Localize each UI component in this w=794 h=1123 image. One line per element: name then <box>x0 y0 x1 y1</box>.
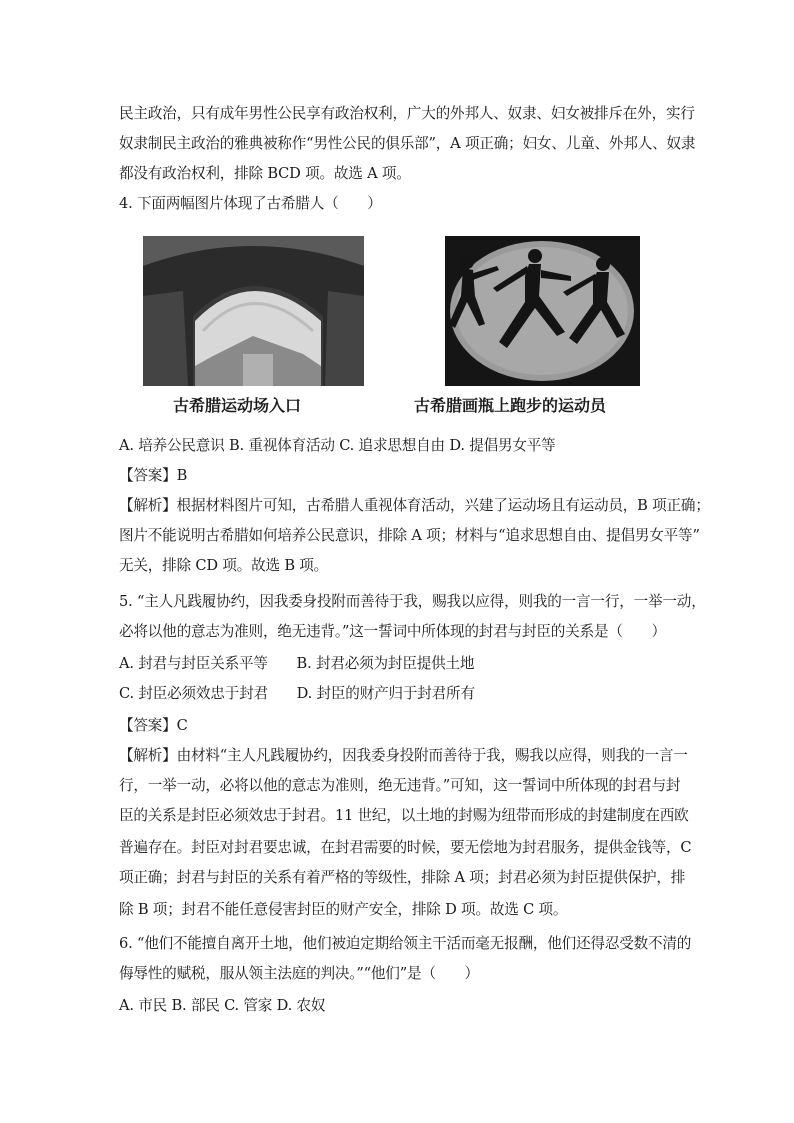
question-6-stem: 6. “他们不能擅自离开土地，他们被迫定期给领主干活而毫无报酬，他们还得忍受数不清的 <box>119 935 692 952</box>
question-6-options: A. 市民 B. 部民 C. 管家 D. 农奴 <box>119 997 326 1014</box>
question-5-analysis-line: 项正确；封君与封臣的关系有着严格的等级性，排除 A 项；封君必须为封臣提供保护，排 <box>119 869 686 886</box>
question-4-analysis-line: 图片不能说明古希腊如何培养公民意识，排除 A 项；材料与“追求思想自由、提倡男女平等” <box>119 527 700 544</box>
question-4-analysis-line: 无关，排除 CD 项。故选 B 项。 <box>119 557 329 574</box>
question-4-stem: 4. 下面两幅图片体现了古希腊人（ ） <box>119 195 382 212</box>
question-4-answer: 【答案】B <box>119 467 188 484</box>
stadium-entrance-photo <box>143 236 364 386</box>
text-line: 奴隶制民主政治的雅典被称作“男性公民的俱乐部”，A 项正确；妇女、儿童、外邦人、奴隶 <box>119 135 696 152</box>
question-4-analysis-line: 【解析】根据材料图片可知，古希腊人重视体育活动，兴建了运动场且有运动员，B 项正确； <box>119 497 710 514</box>
text-line: 都没有政治权利，排除 BCD 项。故选 A 项。 <box>119 165 411 182</box>
question-5-options-ab: A. 封君与封臣关系平等 B. 封君必须为封臣提供土地 <box>119 655 475 672</box>
stadium-arch-image <box>143 236 364 386</box>
vase-runners-image <box>445 236 640 386</box>
question-5-analysis-line: 普遍存在。封臣对封君要忠诚，在封君需要的时候，要无偿地为封君服务，提供金钱等，C <box>119 839 692 856</box>
question-5-options-cd: C. 封臣必须效忠于封君 D. 封臣的财产归于封君所有 <box>119 685 475 702</box>
question-5-stem: 5. “主人凡践履协约，因我委身投附而善待于我，赐我以应得，则我的一言一行，一举一动， <box>119 593 706 610</box>
question-5-answer: 【答案】C <box>119 717 188 734</box>
question-5-analysis-line: 行，一举一动，必将以他的意志为准则，绝无违背。”可知，这一誓词中所体现的封君与封 <box>119 777 681 794</box>
figure-caption-right: 古希腊画瓶上跑步的运动员 <box>414 396 607 415</box>
question-5-analysis-line: 【解析】由材料“主人凡践履协约，因我委身投附而善待于我，赐我以应得，则我的一言一 <box>119 747 688 764</box>
question-5-analysis-line: 除 B 项；封君不能任意侵害封臣的财产安全，排除 D 项。故选 C 项。 <box>119 901 568 918</box>
question-6-stem: 侮辱性的赋税，服从领主法庭的判决。”“他们”是（ ） <box>119 965 479 982</box>
question-5-stem: 必将以他的意志为准则，绝无违背。”这一誓词中所体现的封君与封臣的关系是（ ） <box>119 623 666 640</box>
question-5-analysis-line: 臣的关系是封臣必须效忠于封君。11 世纪，以土地的封赐为纽带而形成的封建制度在西欧 <box>119 807 689 824</box>
figure-caption-left: 古希腊运动场入口 <box>173 396 302 415</box>
text-line: 民主政治，只有成年男性公民享有政治权利，广大的外邦人、奴隶、妇女被排斥在外，实行 <box>119 105 695 122</box>
question-4-options: A. 培养公民意识 B. 重视体育活动 C. 追求思想自由 D. 提倡男女平等 <box>119 437 556 454</box>
vase-runners-photo <box>445 236 640 386</box>
